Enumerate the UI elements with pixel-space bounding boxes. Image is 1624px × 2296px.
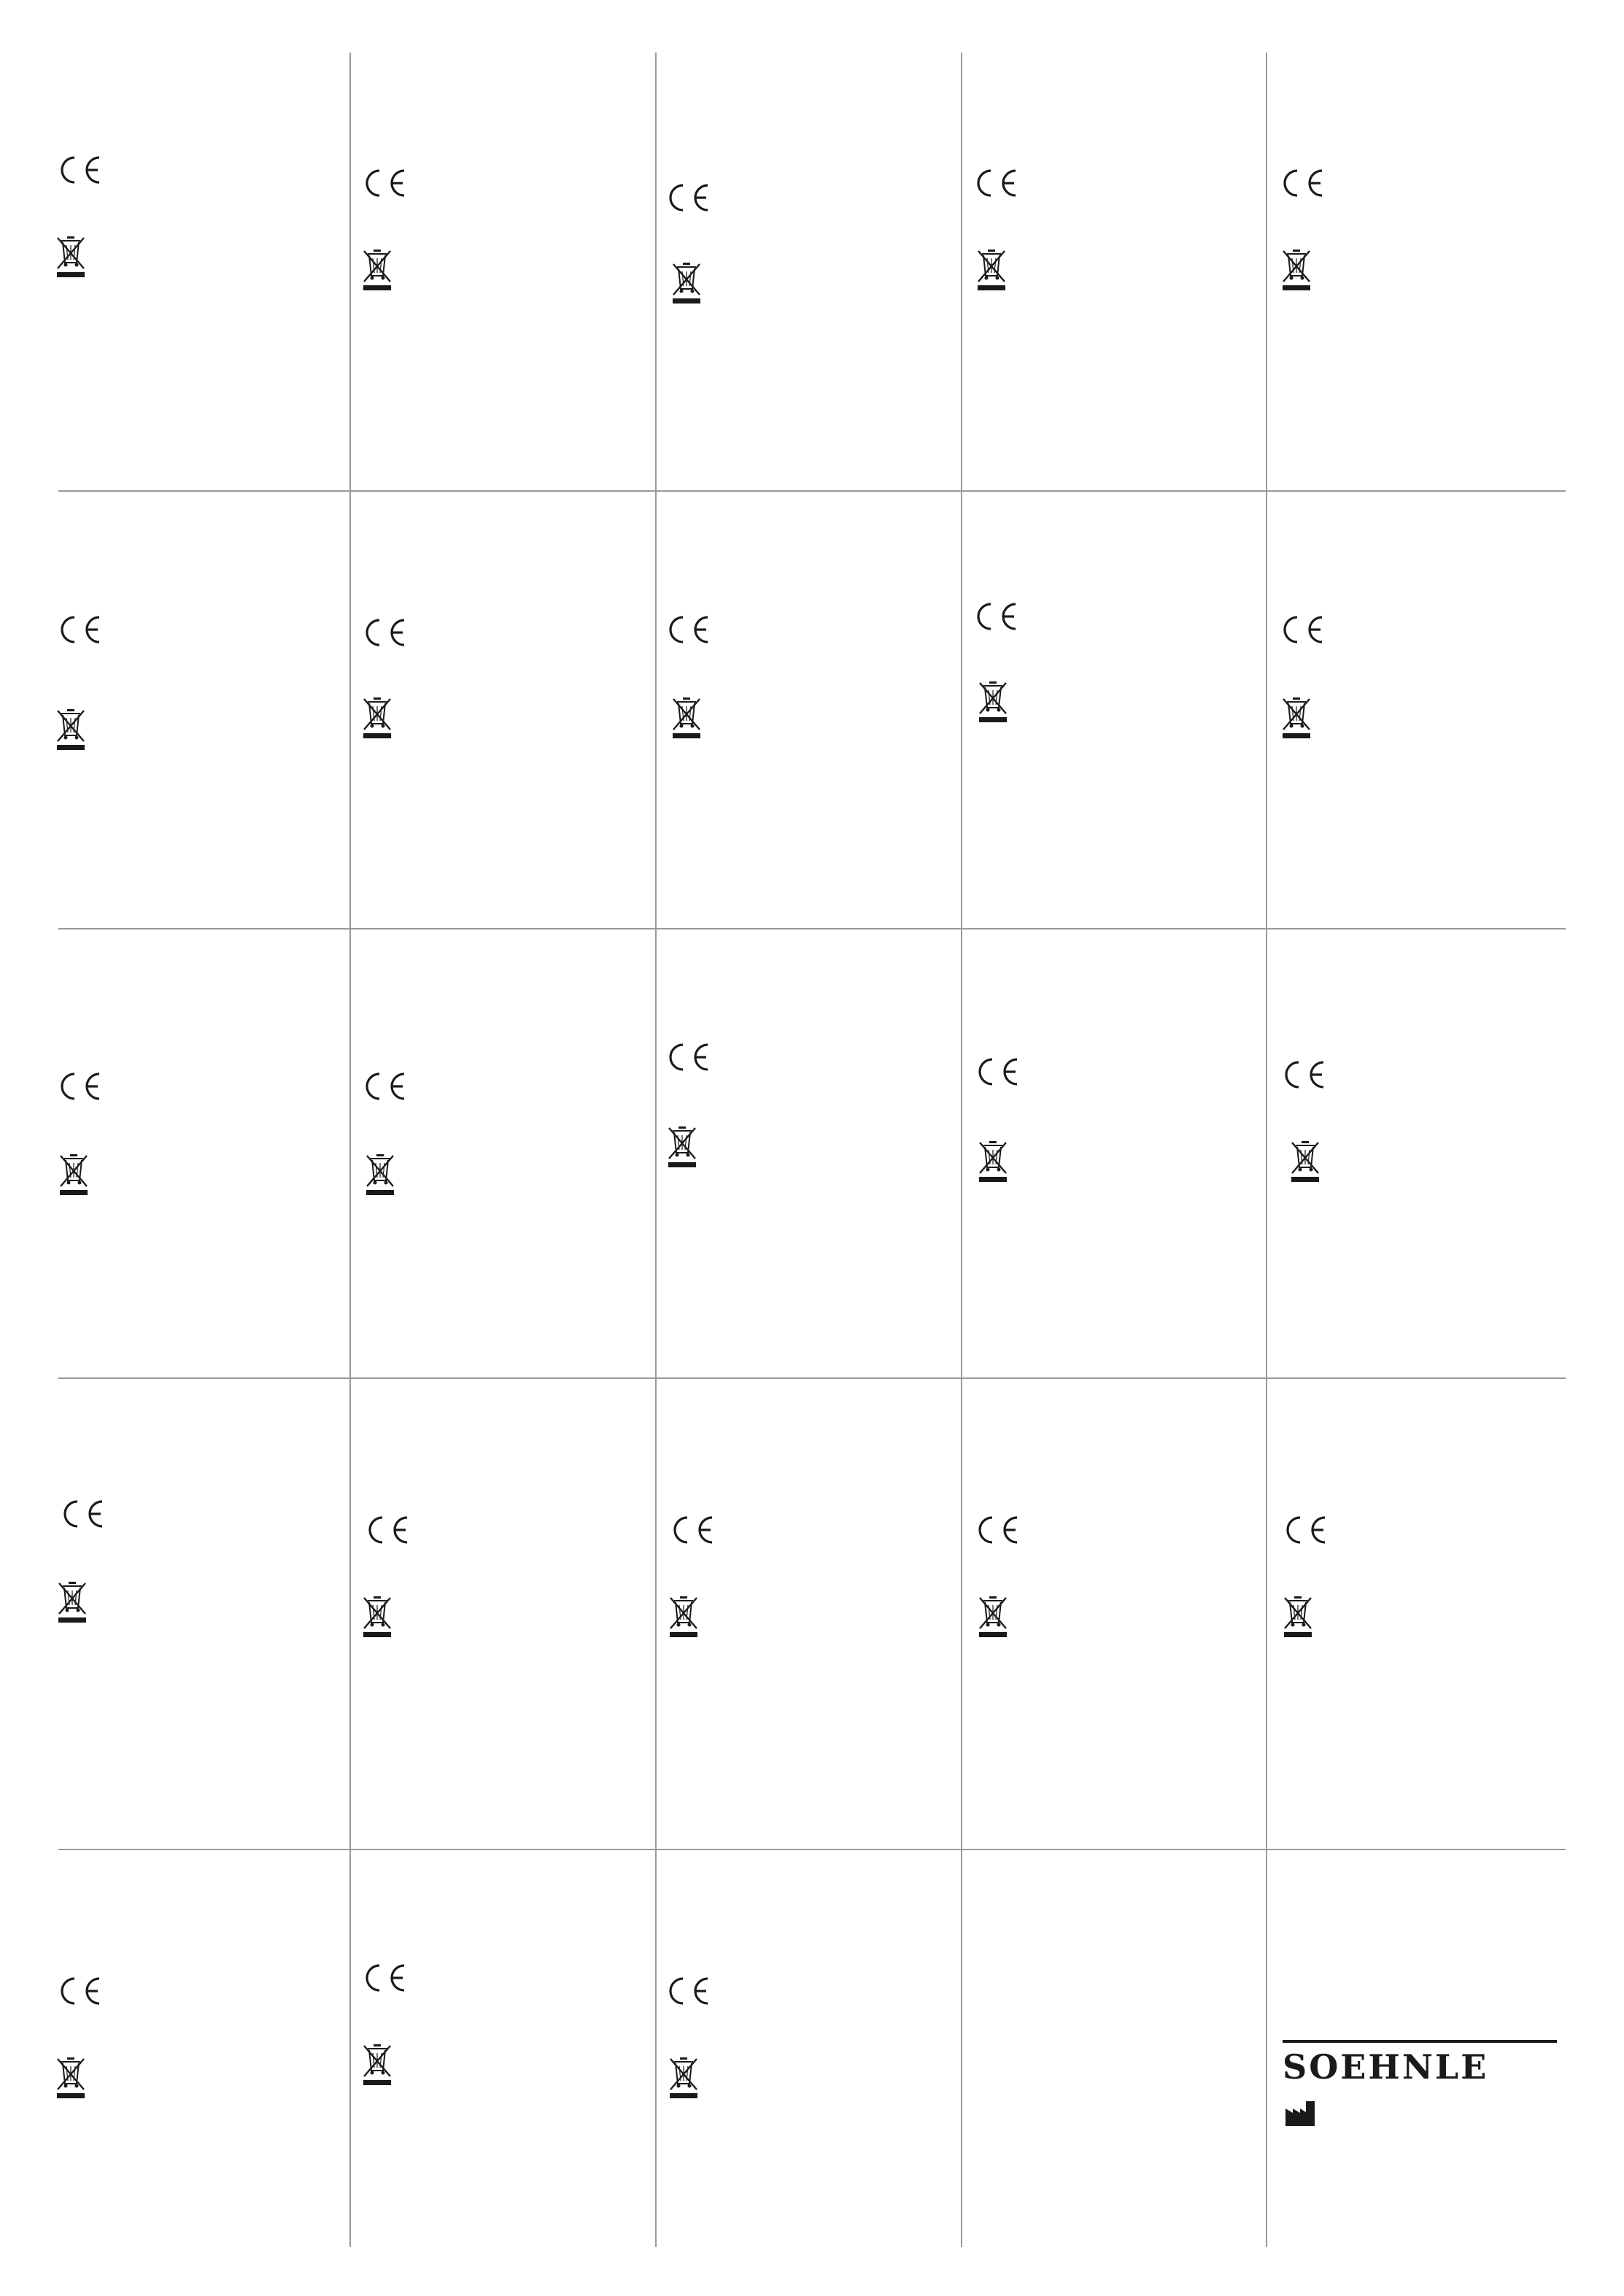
weee-bin-icon: [1290, 1140, 1321, 1183]
weee-bin-icon: [365, 1153, 395, 1197]
weee-bin-icon: [1281, 696, 1312, 740]
weee-bin-icon: [668, 2056, 699, 2100]
column-divider-2: [655, 53, 657, 2247]
ce-mark-icon: [1283, 1515, 1329, 1545]
weee-bin-icon: [671, 696, 702, 740]
column-divider-4: [1266, 53, 1267, 2247]
ce-mark-icon: [1280, 614, 1326, 645]
ce-mark-icon: [57, 614, 104, 645]
column-divider-1: [349, 53, 351, 2247]
row-divider-2: [58, 928, 1566, 929]
ce-mark-icon: [665, 614, 712, 645]
brand-rule: [1283, 2040, 1557, 2043]
brand-name: SOEHNLE: [1283, 2047, 1489, 2087]
ce-mark-icon: [365, 1515, 411, 1545]
weee-bin-icon: [671, 261, 702, 305]
ce-mark-icon: [362, 1963, 409, 1993]
column-divider-3: [961, 53, 962, 2247]
weee-bin-icon: [978, 1140, 1008, 1183]
manufacturer-icon: [1285, 2101, 1315, 2126]
ce-mark-icon: [362, 1071, 409, 1102]
weee-bin-icon: [55, 2056, 86, 2100]
ce-mark-icon: [57, 1071, 104, 1102]
ce-mark-icon: [665, 1976, 712, 2006]
ce-mark-icon: [1281, 1059, 1328, 1090]
weee-bin-icon: [362, 696, 393, 740]
weee-bin-icon: [668, 1595, 699, 1639]
weee-bin-icon: [976, 248, 1007, 292]
brand-logo: [1283, 2040, 1557, 2087]
ce-mark-icon: [362, 168, 409, 198]
weee-bin-icon: [362, 1595, 393, 1639]
ce-mark-icon: [973, 168, 1020, 198]
ce-mark-icon: [665, 182, 712, 213]
weee-bin-icon: [1283, 1595, 1313, 1639]
ce-mark-icon: [57, 1976, 104, 2006]
ce-mark-icon: [670, 1515, 716, 1545]
ce-mark-icon: [973, 601, 1020, 632]
ce-mark-icon: [975, 1515, 1021, 1545]
ce-mark-icon: [60, 1499, 107, 1529]
ce-mark-icon: [975, 1056, 1021, 1087]
row-divider-4: [58, 1849, 1566, 1850]
row-divider-3: [58, 1377, 1566, 1379]
row-divider-1: [58, 490, 1566, 492]
weee-bin-icon: [667, 1125, 697, 1169]
weee-bin-icon: [362, 2043, 393, 2087]
weee-bin-icon: [978, 680, 1008, 724]
ce-mark-icon: [57, 155, 104, 185]
weee-bin-icon: [55, 235, 86, 279]
weee-bin-icon: [1281, 248, 1312, 292]
weee-bin-icon: [55, 708, 86, 751]
weee-bin-icon: [58, 1153, 89, 1197]
weee-bin-icon: [978, 1595, 1008, 1639]
ce-mark-icon: [362, 617, 409, 648]
weee-bin-icon: [57, 1580, 88, 1624]
weee-bin-icon: [362, 248, 393, 292]
ce-mark-icon: [665, 1042, 712, 1072]
ce-mark-icon: [1280, 168, 1326, 198]
